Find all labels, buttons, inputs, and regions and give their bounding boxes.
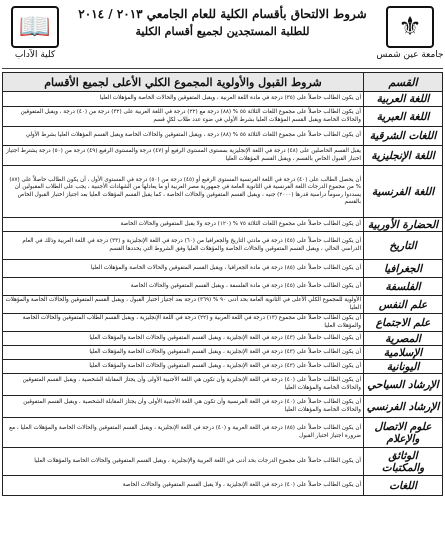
university-name: جامعة عين شمس (376, 50, 444, 60)
department-name: اللغة الإنجليزية (364, 146, 443, 166)
department-name: اليونانية (364, 360, 443, 374)
department-name: الإرشاد الفرنسي (364, 396, 443, 418)
table-row (3, 448, 443, 476)
table-row (3, 166, 443, 218)
university-emblem-icon: ⚜ (386, 6, 434, 48)
table-row (3, 314, 443, 332)
admission-conditions: أن يكون الطالب حاصلاً على مجموع اللغات الثلاثة ٥٥ % (٨٨) درجة مع (٢٢) درجة في اللغة العربية على (٣٢) درجة من (٤٠) درجة ، ويقبل المتفوقين والحالات الخاصة ويقبل القسم المؤهلات العليا بشرط الأولي في ضوء عدد طلاب لكلٍ قسم (3, 107, 364, 127)
admission-conditions: الأولوية للمجموع الكلي الأعلى في الثانوية العامة بحد أدنى ٩٠ % (٣٦٩) درجة بعد اجتياز اختبار القبول ، ويقبل القسم المتفوقين والحالات الخاصة والمؤهلات العليا (3, 296, 364, 314)
department-name: التاريخ (364, 232, 443, 260)
admission-conditions: أن يكون الطالب حاصلاً على (٣٥) درجة في مادة اللغة العربية ، ويقبل المتفوقين والحالات الخاصة والمؤهلات العليا (3, 92, 364, 107)
department-name: علم الاجتماع (364, 314, 443, 332)
table-row (3, 278, 443, 296)
table-row (3, 92, 443, 107)
table-row (3, 232, 443, 260)
table-row (3, 107, 443, 127)
table-row (3, 260, 443, 278)
faculty-name: كلية الآداب (14, 50, 56, 60)
table-row (3, 374, 443, 396)
admission-conditions: أن يكون الطالب حاصلاً على (٤٠) درجة في اللغة الفرنسية وأن تكون هي اللغة الأجنبية الأولى وأن يجتاز المقابلة الشخصية ، ويقبل القسم المتفوقين والحالات الخاصة والمؤهلات العليا (3, 396, 364, 418)
department-name: اللغة العربية (364, 92, 443, 107)
department-name: علم النفس (364, 296, 443, 314)
department-name: الحضارة الأوربية (364, 218, 443, 232)
department-name: الوثائق والمكتبات (364, 448, 443, 476)
admission-conditions: أن يكون الطالب حاصلاً على مجموع (١٣) درجة في اللغة العربية و (٢٢) درجة في اللغة الإنجليزية ، ويقبل القسم الطلاب المتفوقين والحالات الخاصة والمؤهلات العليا (3, 314, 364, 332)
table-row (3, 418, 443, 448)
admission-conditions: أن يكون الطالب حاصلاً على مجموع اللغات الثلاثة ٧٥ % (١٢٠) درجة ولا يقبل المتفوقين والحالات الخاصة (3, 218, 364, 232)
department-name: المصرية (364, 332, 443, 346)
admission-conditions: أن يحصل الطالب على (٤٠) درجة في اللغة الفرنسية المستوى الرفيع أو (٤٥) درجة من (٥٠) درجة في المستوى الأول ، أن يكون الطالب حاصلاً على (٨٧) % من مجموع الدرجات اللغة الفرنسية في الثانوية العامة في جمهورية مصر العربية أو ما يعادلها من الشهادات الأجنبية ، يجب على الطلاب المقبولين أن يسددوا رسوماً دراسية قدرها (٢٠٠٠) جنيه ، ويقبل القسم المتفوقين والحالات الخاصة ، كما يقبل القسم المؤهلات العليا بعد اجتياز اختبار القبول الخاص بالقسم (3, 166, 364, 218)
admission-conditions: أن يكون الطالب حاصلاً على (٤٠) درجة في اللغة الإنجليزية ، ولا يقبل القسم المتفوقين والحالات الخاصة (3, 476, 364, 496)
admission-conditions: يقبل القسم الحاصلين على (٤٨) درجة في اللغة الإنجليزية بمستوى المستوى الرفيع أو (٤٧) درجة والمستوى الرفيع (٤٩) درجة من (٥٠) درجة يشترط اجتياز اختبار القبول الخاص بالقسم ، ويقبل القسم المؤهلات العليا (3, 146, 364, 166)
admission-conditions: أن يكون الطالب حاصلاً على (٤٠) درجة في اللغة الإنجليزية وأن تكون هي اللغة الأجنبية الأولى وأن يجتاز المقابلة الشخصية ، ويقبل القسم المتفوقين والحالات الخاصة والمؤهلات العليا (3, 374, 364, 396)
admission-conditions: أن يكون الطالب حاصلاً على (٨٥) درجة في اللغة العربية و (٤٠) درجة في اللغة الإنجليزية ، ويقبل القسم المتفوقين والحالات الخاصة والمؤهلات العليا ، مع ضرورة اجتياز اختبار القبول (3, 418, 364, 448)
department-name: اللغات (364, 476, 443, 496)
department-name: اللغة العبرية (364, 107, 443, 127)
document-subtitle: للطلبة المستجدين لجميع أقسام الكلية (135, 25, 310, 38)
department-name: اللغات الشرقية (364, 127, 443, 146)
department-name: الإرشاد السياحي (364, 374, 443, 396)
admission-conditions: أن يكون الطالب حاصلاً على (٤٣) درجة في اللغة الإنجليزية ، ويقبل القسم المتفوقين والحالات الخاصة والمؤهلات العليا (3, 346, 364, 360)
document-title: شروط الالتحاق بأقسام الكلية للعام الجامعي ٢٠١٣ / ٢٠١٤ (78, 7, 367, 21)
admission-conditions: أن يكون الطالب حاصلاً على (٤٥) درجة في مادة الفلسفة ، ويقبل القسم المتفوقين والحالات الخاصة (3, 278, 364, 296)
department-name: الإسلامية (364, 346, 443, 360)
department-column-header: القسم (364, 73, 443, 92)
table-row (3, 396, 443, 418)
title-block (68, 6, 377, 40)
department-name: اللغة الفرنسية (364, 166, 443, 218)
university-logo (376, 6, 444, 62)
department-name: الجغرافيا (364, 260, 443, 278)
department-name: علوم الاتصال والإعلام (364, 418, 443, 448)
admission-conditions: أن يكون الطالب حاصلاً على (٨٥) درجة في مادة الجغرافيا ، ويقبل القسم المتفوقين والحالات الخاصة والمؤهلات العليا (3, 260, 364, 278)
table-row (3, 127, 443, 146)
document-page (2, 2, 443, 553)
table-row (3, 476, 443, 496)
document-header (2, 2, 443, 69)
table-row (3, 360, 443, 374)
table-header-row (3, 73, 443, 92)
admission-conditions: أن يكون الطالب حاصلاً على (٤٥) درجة في مادتي التاريخ والجغرافيا من (٦٠) درجة في اللغة الإنجليزية و (٣٣) درجة في اللغة العربية وذلك في العام الدراسي الحالي ، ويقبل القسم المتفوقين والحالات الخاصة والمؤهلات العليا وفق الشروط التي يحددها القسم (3, 232, 364, 260)
table-row (3, 346, 443, 360)
table-row (3, 296, 443, 314)
admission-conditions: أن يكون الطالب حاصلاً على مجموع اللغات الثلاثة ٥٥ % (٨٨) درجة ، ويقبل المتفوقين والحالات الخاصة ويقبل القسم المؤهلات العليا بشرط الأولي (3, 127, 364, 146)
faculty-book-icon: 📖 (11, 6, 59, 48)
table-row (3, 218, 443, 232)
admission-conditions: أن يكون الطالب حاصلاً على (٤٣) درجة في اللغة الإنجليزية ، ويقبل القسم المتفوقين والحالات الخاصة والمؤهلات العليا (3, 360, 364, 374)
department-name: الفلسفة (364, 278, 443, 296)
table-body (3, 92, 443, 496)
admission-table (2, 72, 443, 496)
faculty-logo (4, 6, 66, 62)
table-row (3, 332, 443, 346)
conditions-column-header: شروط القبول والأولوية المجموع الكلي الأعلى لجميع الأقسام (3, 73, 364, 92)
admission-conditions: أن يكون الطالب حاصلاً على (٤٣) درجة في اللغة الإنجليزية ، ويقبل القسم المتفوقين والحالات الخاصة والمؤهلات العليا (3, 332, 364, 346)
admission-conditions: أن يكون الطالب حاصلاً على مجموع الدرجات بحد أدنى في اللغة العربية والإنجليزية ، ويقبل القسم المتفوقين والحالات الخاصة والمؤهلات العليا (3, 448, 364, 476)
table-row (3, 146, 443, 166)
